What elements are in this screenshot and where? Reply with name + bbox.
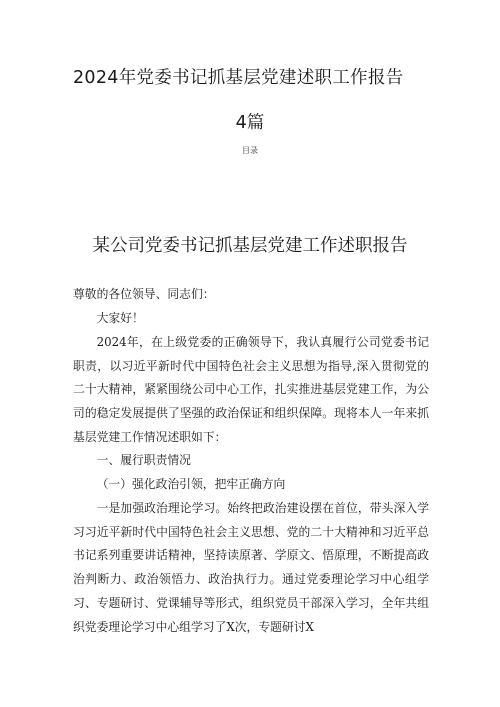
intro-paragraph: 2024年，在上级党委的正确领导下，我认真履行公司党委书记职责，以习近平新时代中国特色社会主义思想为指导,深入贯彻党的二十大精神，紧紧围绕公司中心工作，扎实推进基层党建工作，为公司的稳定发展提供了坚强的政治保证和组织保障。现将本人一年来抓基层党建工作情况述职如下：: [73, 335, 429, 444]
body-paragraph: 一是加强政治理论学习。始终把政治建设摆在首位，带头深入学习习近平新时代中国特色社会主义思想、党的二十大精神和习近平总书记系列重要讲话精神，坚持读原著、学原文、悟原理，不断提高政治判断力、政治领悟力、政治执行力。通过党委理论学习中心组学习、专题研讨、党课辅导等形式，组织党员干部深入学习，全年共组织党委理论学习中心组学习了X次，专题研讨X: [73, 501, 429, 634]
report-title: 某公司党委书记抓基层党建工作述职报告: [92, 236, 408, 256]
section-heading: 一、履行职责情况: [96, 453, 191, 467]
salutation: 尊敬的各位领导、同志们：: [73, 287, 215, 301]
subsection-heading: （一）强化政治引领，把牢正确方向: [96, 477, 286, 491]
document-title: 2024年党委书记抓基层党建述职工作报告: [73, 68, 404, 88]
table-of-contents-label: 目录: [242, 146, 258, 155]
greeting: 大家好！: [96, 311, 144, 325]
document-title-count: 4篇: [235, 113, 265, 133]
